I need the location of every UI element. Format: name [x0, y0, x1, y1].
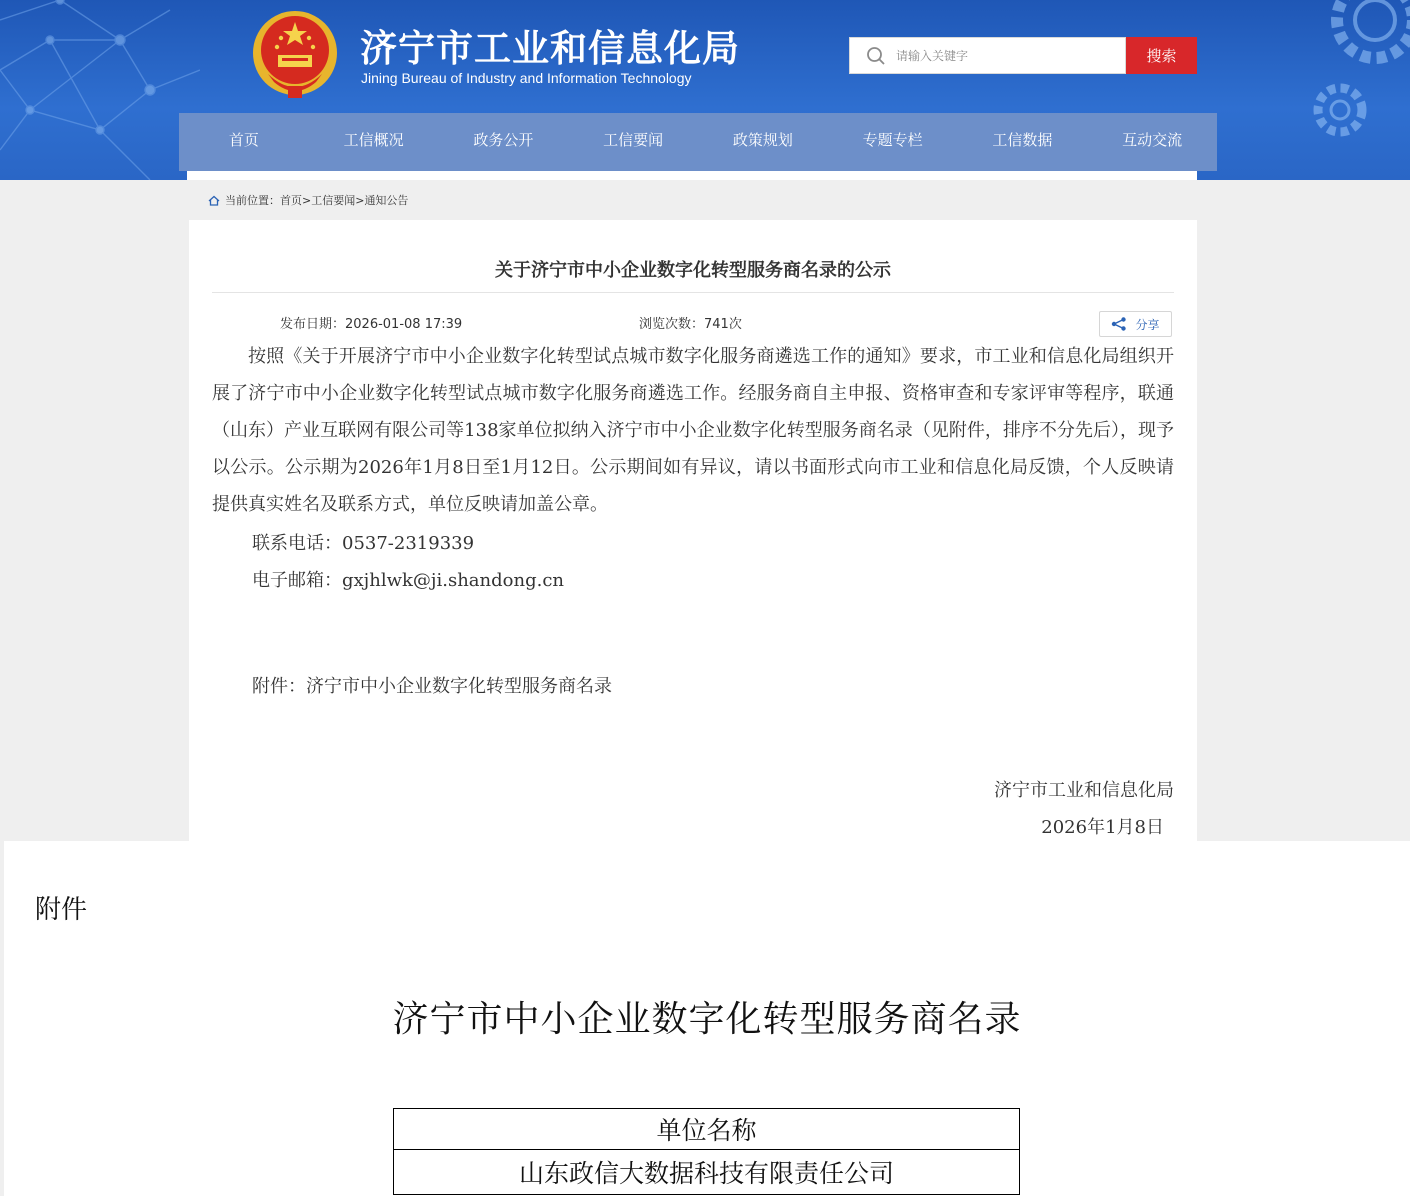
table-header-cell: 单位名称	[394, 1109, 1020, 1150]
nav-item-government-affairs[interactable]: 政务公开	[473, 131, 534, 149]
publish-date	[280, 313, 462, 332]
breadcrumb	[208, 192, 408, 208]
site-title: 济宁市工业和信息化局	[360, 27, 740, 70]
national-emblem-icon	[250, 8, 340, 102]
contact-email-label: 电子邮箱：	[252, 570, 342, 591]
article-panel	[189, 220, 1197, 841]
view-count-label: 浏览次数：	[639, 317, 705, 332]
nav-item-special-topics[interactable]: 专题专栏	[862, 131, 923, 149]
nav-item-interaction[interactable]: 互动交流	[1122, 131, 1183, 149]
nav-item-policy[interactable]: 政策规划	[732, 131, 793, 149]
table-cell: 山东政信大数据科技有限责任公司	[394, 1150, 1020, 1195]
home-icon	[208, 195, 220, 206]
nav-item-data[interactable]: 工信数据	[992, 131, 1053, 149]
attachment-line	[252, 672, 612, 698]
publish-date-label: 发布日期：	[280, 317, 346, 332]
breadcrumb-prefix: 当前位置：	[225, 194, 280, 207]
attachment-title: 济宁市中小企业数字化转型服务商名录	[392, 999, 1022, 1040]
search-input[interactable]	[896, 46, 1116, 66]
attachment-heading: 附件	[35, 895, 88, 925]
nav-item-overview[interactable]: 工信概况	[343, 131, 404, 149]
site-subtitle: Jining Bureau of Industry and Information Technology	[361, 70, 692, 86]
view-count-value: 741次	[704, 317, 742, 332]
breadcrumb-news[interactable]: 工信要闻	[311, 194, 356, 207]
title-divider	[212, 292, 1174, 293]
nav-item-home[interactable]: 首页	[228, 131, 259, 149]
main-nav	[179, 113, 1217, 171]
nav-bottom-strip	[187, 171, 1197, 180]
share-icon	[1111, 317, 1127, 331]
view-count	[639, 313, 742, 332]
search-button[interactable]: 搜索	[1126, 37, 1197, 74]
contact-phone	[252, 529, 474, 555]
article-title: 关于济宁市中小企业数字化转型服务商名录的公示	[495, 260, 891, 281]
search-box	[849, 37, 1126, 74]
article-body	[212, 338, 1174, 523]
attachment-line-label: 附件：	[252, 676, 306, 697]
article-paragraph: 按照《关于开展济宁市中小企业数字化转型试点城市数字化服务商遴选工作的通知》要求，市工业和信息化局组织开展了济宁市中小企业数字化转型试点城市数字化服务商遴选工作。经服务商自主申报、资格审查和专家评审等程序，联通（山东）产业互联网有限公司等138家单位拟纳入济宁市中小企业数字化转型服务商名录（见附件，排序不分先后），现予以公示。公示期为2026年1月8日至1月12日。公示期间如有异议，请以书面形式向市工业和信息化局反馈，个人反映请提供真实姓名及联系方式，单位反映请加盖公章。	[212, 346, 1174, 515]
signature-org: 济宁市工业和信息化局	[994, 780, 1174, 801]
publish-date-value: 2026-01-08 17:39	[345, 317, 463, 332]
table-header-row	[394, 1109, 1020, 1150]
signature-date: 2026年1月8日	[1041, 817, 1164, 838]
site-header	[0, 0, 1410, 180]
nav-item-news[interactable]: 工信要闻	[603, 131, 664, 149]
vendor-table	[393, 1108, 1020, 1195]
attachment-image	[4, 841, 1410, 1196]
contact-phone-label: 联系电话：	[252, 533, 342, 554]
breadcrumb-separator: >	[355, 193, 365, 207]
share-label: 分享	[1135, 317, 1160, 332]
attachment-link[interactable]: 济宁市中小企业数字化转型服务商名录	[306, 676, 612, 697]
gear-decoration-icon	[1210, 0, 1410, 180]
contact-phone-value: 0537-2319339	[342, 533, 475, 554]
search-icon	[866, 46, 886, 66]
table-row	[394, 1150, 1020, 1195]
contact-email	[252, 566, 564, 592]
network-decoration-icon	[0, 0, 200, 180]
breadcrumb-home[interactable]: 首页	[280, 194, 302, 207]
breadcrumb-notice[interactable]: 通知公告	[364, 194, 409, 207]
breadcrumb-separator: >	[302, 193, 312, 207]
share-button[interactable]	[1099, 311, 1172, 337]
contact-email-value: gxjhlwk@ji.shandong.cn	[342, 570, 565, 591]
